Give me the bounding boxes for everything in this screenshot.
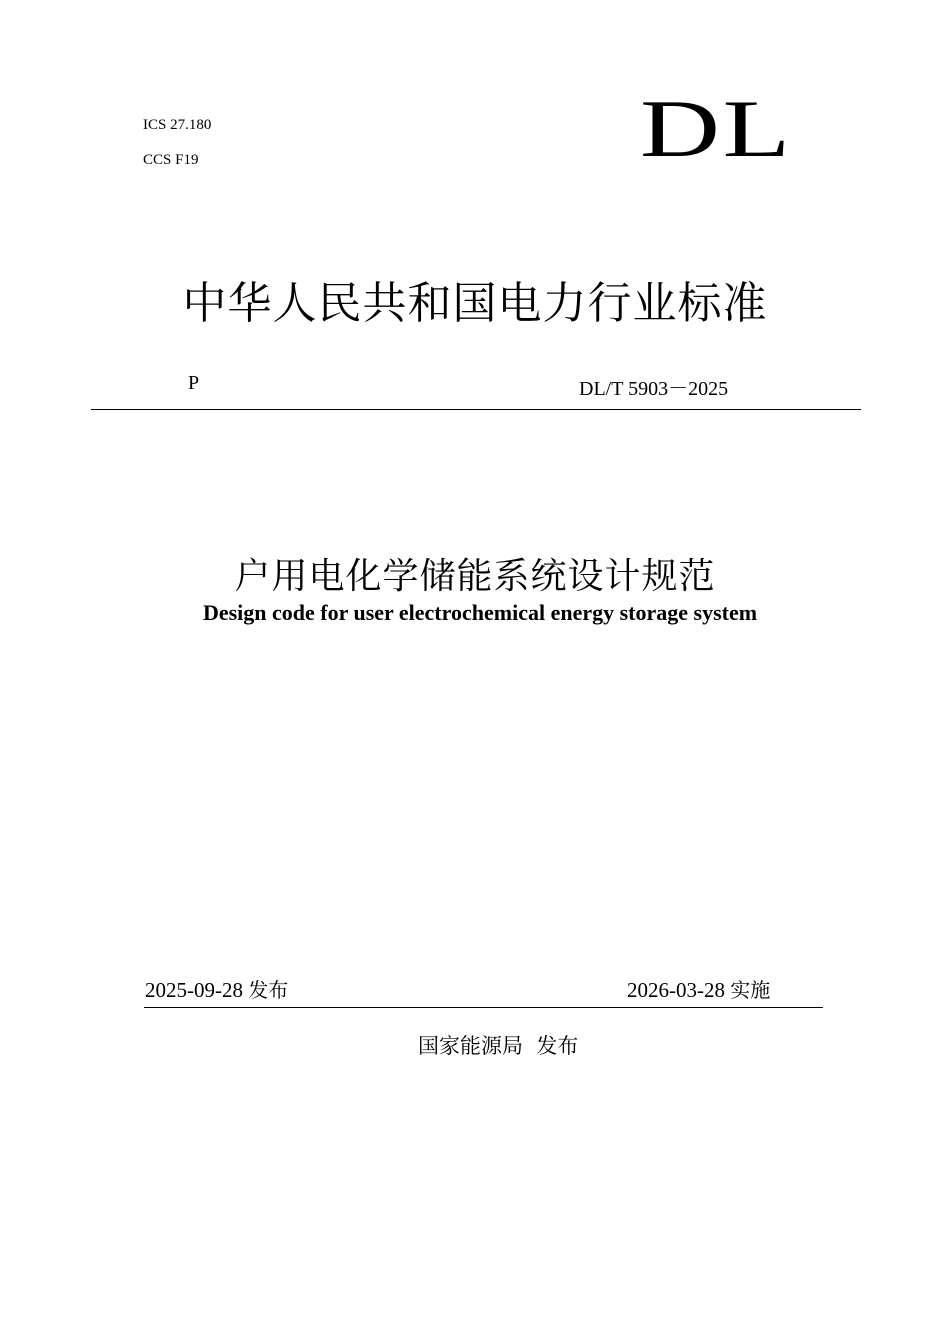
issue-date-block xyxy=(145,974,288,1003)
bottom-divider xyxy=(144,1007,823,1008)
dl-logo: DL xyxy=(640,83,793,174)
standard-title-chinese: 户用电化学储能系统设计规范 xyxy=(234,556,716,597)
implementation-date-label: 实施 xyxy=(730,978,771,1002)
standard-title-english: Design code for user electrochemical energy storage system xyxy=(202,600,758,625)
top-divider xyxy=(91,409,861,410)
classification-code: P xyxy=(188,372,200,394)
publisher: 国家能源局 发布 xyxy=(418,1034,579,1058)
implementation-date: 2026-03-28 xyxy=(627,978,725,1002)
industry-standard-title: 中华人民共和国电力行业标准 xyxy=(182,278,768,329)
implementation-date-block xyxy=(627,974,770,1003)
ics-code: ICS 27.180 xyxy=(143,117,212,133)
standard-number: DL/T 5903－2025 xyxy=(579,378,729,400)
ccs-code: CCS F19 xyxy=(143,152,199,168)
issue-date-label: 发布 xyxy=(248,978,289,1002)
issue-date: 2025-09-28 xyxy=(145,978,243,1002)
